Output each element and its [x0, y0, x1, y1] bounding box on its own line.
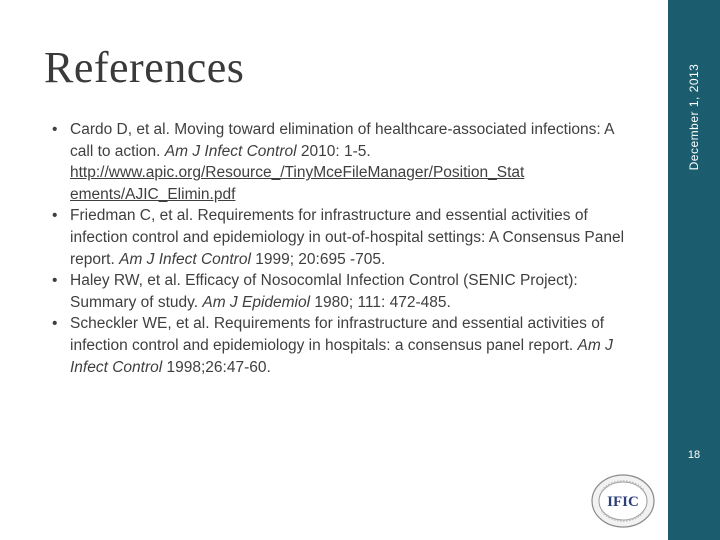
reference-item [52, 313, 632, 378]
reference-text: Friedman C, et al. Requirements for infrastructure and essential activities of infection control and epidemiology in out-of-hospital settings: A Consensus Panel report. [70, 207, 625, 268]
reference-text: Haley RW, et al. Efficacy of Nosocomlal Infection Control (SENIC Project): Summary of study. [70, 272, 578, 311]
date-text: December 1, 2013 [687, 63, 701, 171]
reference-citation: 2010: 1-5. [296, 142, 371, 160]
reference-item [52, 119, 632, 205]
reference-citation: 1999; 20:695 -705. [250, 250, 386, 268]
reference-text: Scheckler WE, et al. Requirements for infrastructure and essential activities of infection control and epidemiology in hospitals: a consensus panel report. [70, 315, 605, 354]
journal-name: Am J Infect Control [164, 142, 297, 160]
slide-title: References [44, 43, 245, 92]
journal-name: Am J Epidemiol [202, 293, 311, 311]
journal-name: Am J Infect Control [70, 336, 613, 376]
page-number: 18 [687, 449, 701, 461]
journal-name: Am J Infect Control [119, 250, 251, 268]
reference-citation: 1998;26:47-60. [162, 358, 271, 376]
date-label [668, 0, 720, 234]
reference-list [52, 119, 632, 378]
logo-text: IFIC [607, 494, 639, 510]
ific-logo-icon [590, 472, 656, 530]
reference-item [52, 270, 632, 313]
reference-link[interactable]: http://www.apic.org/Resource_/TinyMceFileManager/Position_Stat ements/AJIC_Elimin.pdf [70, 164, 525, 203]
reference-citation: 1980; 111: 472-485. [310, 293, 451, 311]
reference-item [52, 205, 632, 270]
reference-text: Cardo D, et al. Moving toward elimination of healthcare-associated infections: A call to action. [70, 121, 614, 160]
